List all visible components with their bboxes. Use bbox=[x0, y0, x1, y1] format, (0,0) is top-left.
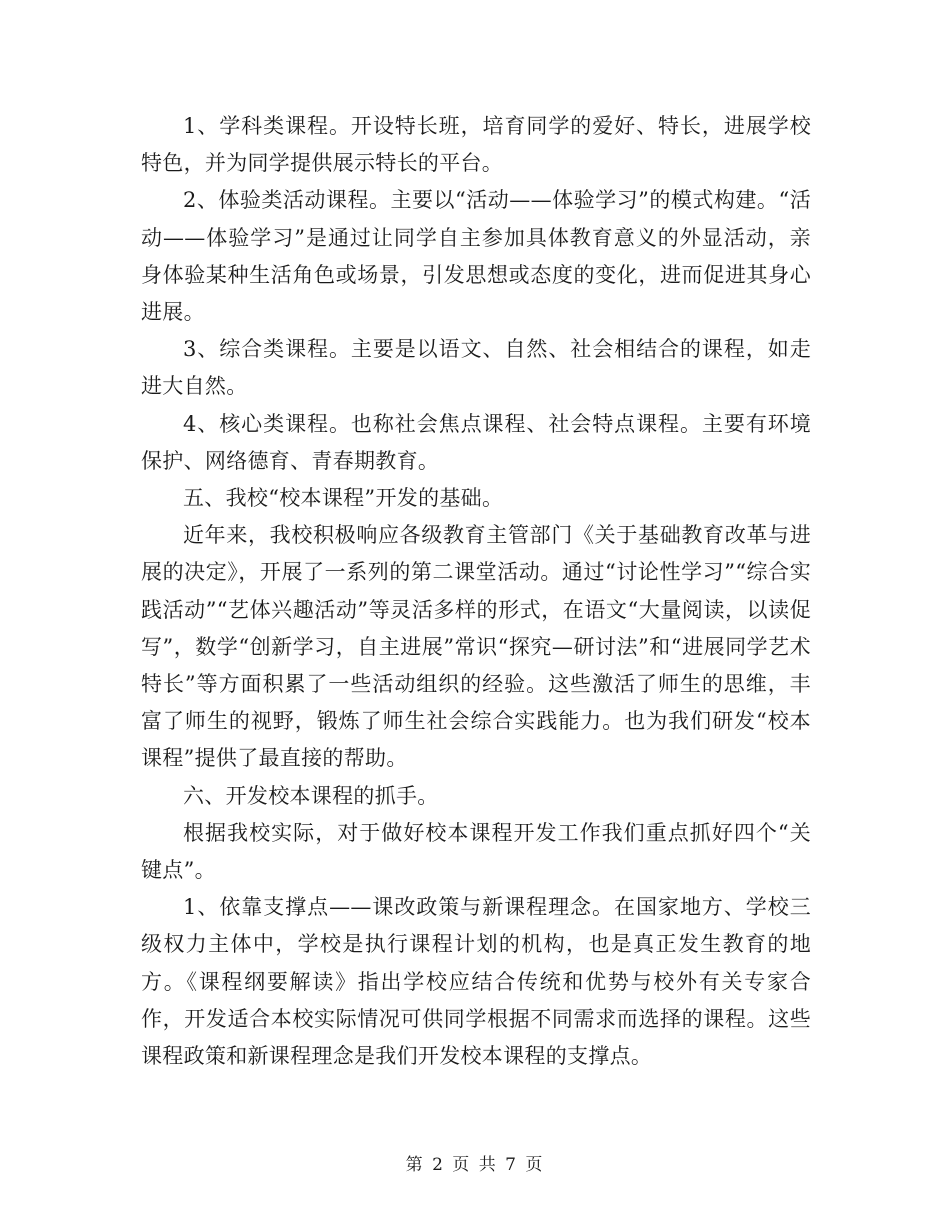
paragraph-foundation: 近年来，我校积极响应各级教育主管部门《关于基础教育改革与进展的决定》，开展了一系列的第二课堂活动。通过“讨论性学习”“综合实践活动”“艺体兴趣活动”等灵活多样的形式，在语文“大量阅读，以读促写”，数学“创新学习，自主进展”常识“探究—研讨法”和“进展同学艺术特长”等方面积累了一些活动组织的经验。这些激活了师生的思维，丰富了师生的视野，锻炼了师生社会综合实践能力。也为我们研发“校本课程”提供了最直接的帮助。 bbox=[141, 523, 811, 771]
paragraph-experience-courses: 2、体验类活动课程。主要以“活动——体验学习”的模式构建。“活动——体验学习”是通过让同学自主参加具体教育意义的外显活动，亲身体验某种生活角色或场景，引发思想或态度的变化，进而促进其身心进展。 bbox=[141, 188, 811, 325]
section-heading-levers: 六、开发校本课程的抓手。 bbox=[183, 783, 439, 808]
paragraph-subject-courses: 1、学科类课程。开设特长班，培育同学的爱好、特长，进展学校特色，并为同学提供展示特长的平台。 bbox=[141, 114, 811, 176]
paragraph-core-courses: 4、核心类课程。也称社会焦点课程、社会特点课程。主要有环境保护、网络德育、青春期教育。 bbox=[141, 411, 811, 473]
document-body bbox=[141, 108, 811, 1075]
paragraph-key-points-intro: 根据我校实际，对于做好校本课程开发工作我们重点抓好四个“关键点”。 bbox=[141, 820, 811, 883]
paragraph-comprehensive-courses: 3、综合类课程。主要是以语文、自然、社会相结合的课程，如走进大自然。 bbox=[141, 337, 811, 399]
paragraph-support-point: 1、依靠支撑点——课改政策与新课程理念。在国家地方、学校三级权力主体中，学校是执行课程计划的机构，也是真正发生教育的地方。《课程纲要解读》指出学校应结合传统和优势与校外有关专家合作，开发适合本校实际情况可供同学根据不同需求而选择的课程。这些课程政策和新课程理念是我们开发校本课程的支撑点。 bbox=[141, 895, 811, 1069]
page-number-footer: 第 2 页 共 7 页 bbox=[405, 1155, 545, 1175]
section-heading-foundation: 五、我校“校本课程”开发的基础。 bbox=[183, 486, 504, 511]
